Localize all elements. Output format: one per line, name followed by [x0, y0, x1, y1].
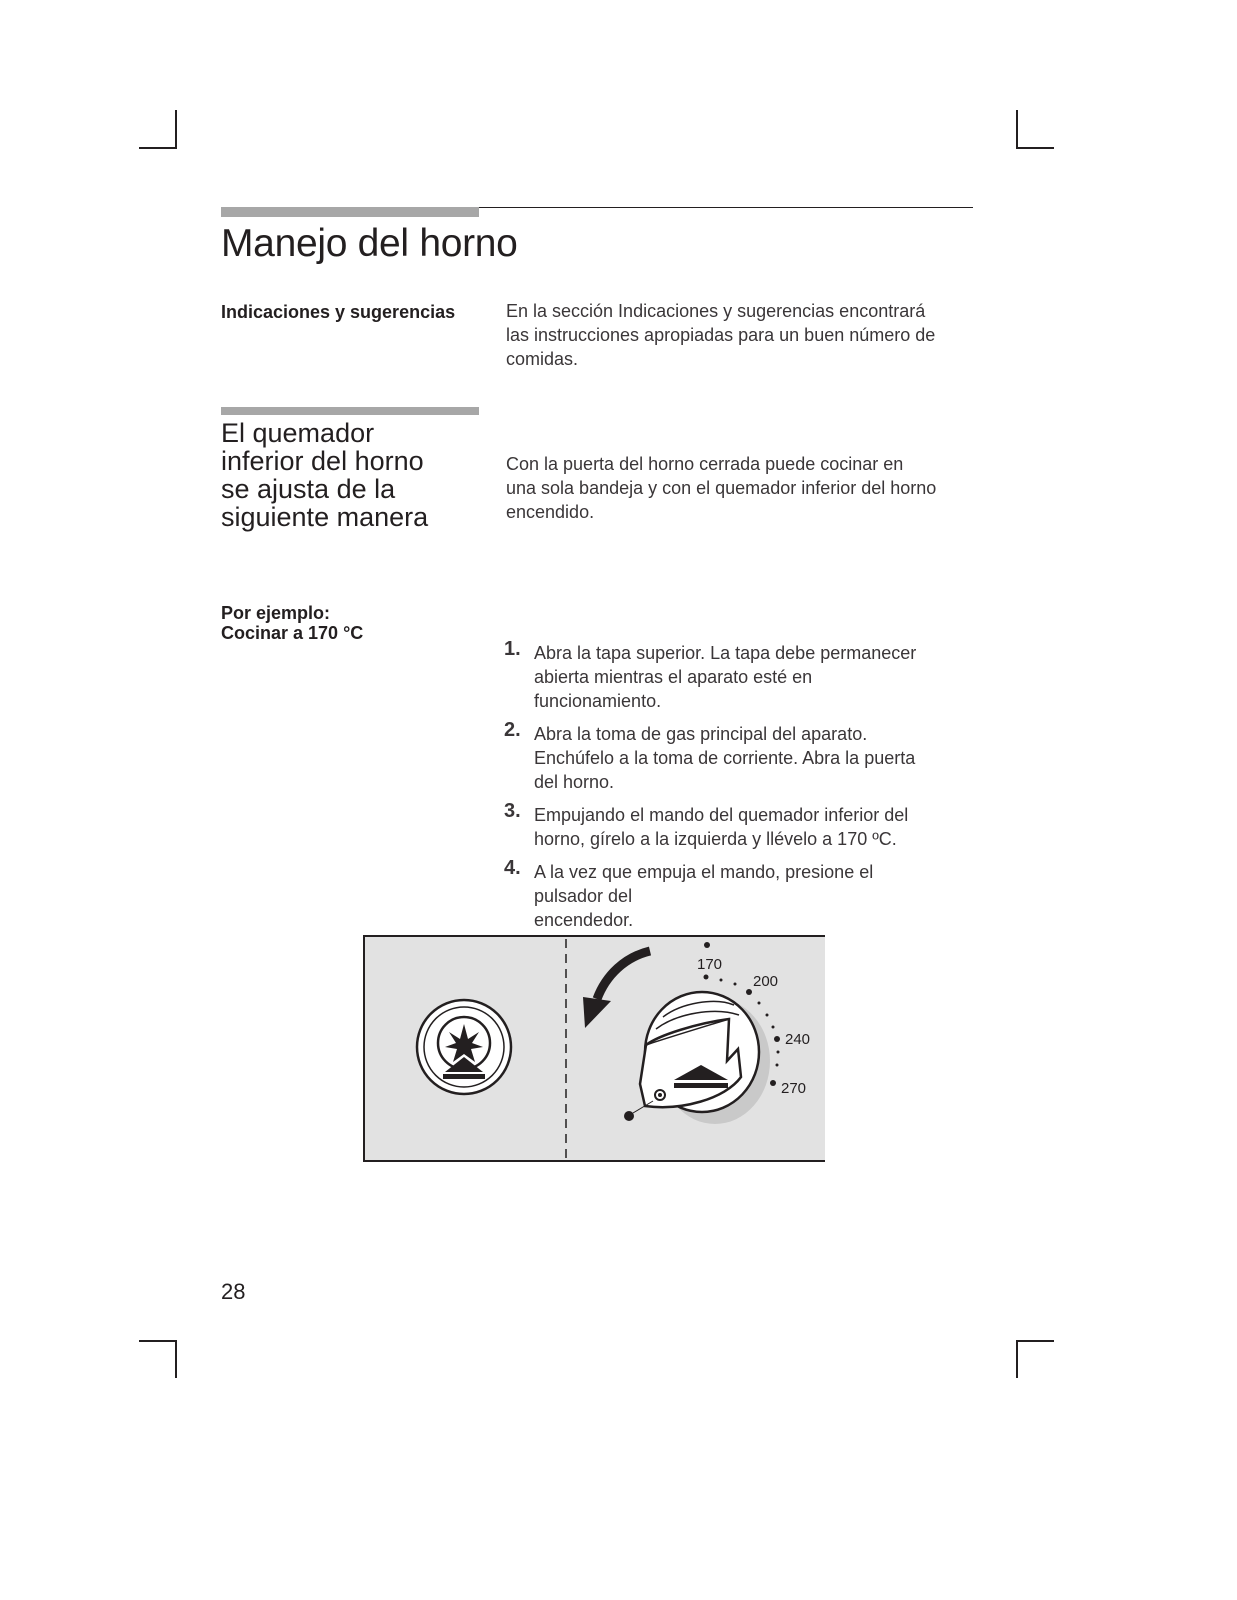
header-gray-bar: [221, 207, 479, 217]
page-number: 28: [221, 1279, 246, 1304]
crop-mark-bottom-right-v: [1016, 1340, 1018, 1378]
step-text: A la vez que empuja el mando, presione el pulsador del encendedor.: [534, 862, 874, 930]
oven-control-illustration: [363, 935, 825, 1162]
igniter-button-icon: [417, 1000, 511, 1094]
dial-label-270: 270: [781, 1080, 807, 1097]
crop-mark-bottom-right-h: [1016, 1340, 1054, 1342]
step-number: 1.: [504, 638, 521, 660]
crop-mark-top-left-v: [175, 110, 177, 148]
step-text: Abra la tapa superior. La tapa debe permanecer abierta mientras el aparato esté en funcionamiento.: [534, 643, 917, 711]
section-body-tips: En la sección Indicaciones y sugerencias encontrará las instrucciones apropiadas para un buen número de comidas.: [506, 301, 936, 369]
step-text: Abra la toma de gas principal del aparato. Enchúfelo a la toma de corriente. Abra la puerta del horno.: [534, 724, 916, 792]
header-rule: [479, 207, 973, 208]
example-label: Por ejemplo: Cocinar a 170 °C: [221, 603, 364, 643]
dial-label-200: 200: [753, 973, 779, 990]
section-label-tips: Indicaciones y sugerencias: [221, 302, 456, 322]
section-heading-lower-burner: El quemador inferior del horno se ajusta de la siguiente manera: [221, 418, 429, 532]
step-number: 3.: [504, 800, 521, 822]
crop-mark-top-right-h: [1016, 147, 1054, 149]
section-gray-bar: [221, 407, 479, 415]
step-number: 4.: [504, 857, 521, 879]
crop-mark-bottom-left-v: [175, 1340, 177, 1378]
crop-mark-top-right-v: [1016, 110, 1018, 148]
crop-mark-top-left-h: [139, 147, 177, 149]
step-number: 2.: [504, 719, 521, 741]
dial-label-240: 240: [785, 1031, 811, 1048]
page-title: Manejo del horno: [221, 222, 518, 265]
section-body-lower-burner: Con la puerta del horno cerrada puede cocinar en una sola bandeja y con el quemador inferior del horno encendido.: [506, 454, 937, 522]
crop-mark-bottom-left-h: [139, 1340, 177, 1342]
step-text: Empujando el mando del quemador inferior del horno, gírelo a la izquierda y llévelo a 170 ºC.: [534, 805, 909, 849]
dial-label-170: 170: [697, 956, 723, 973]
